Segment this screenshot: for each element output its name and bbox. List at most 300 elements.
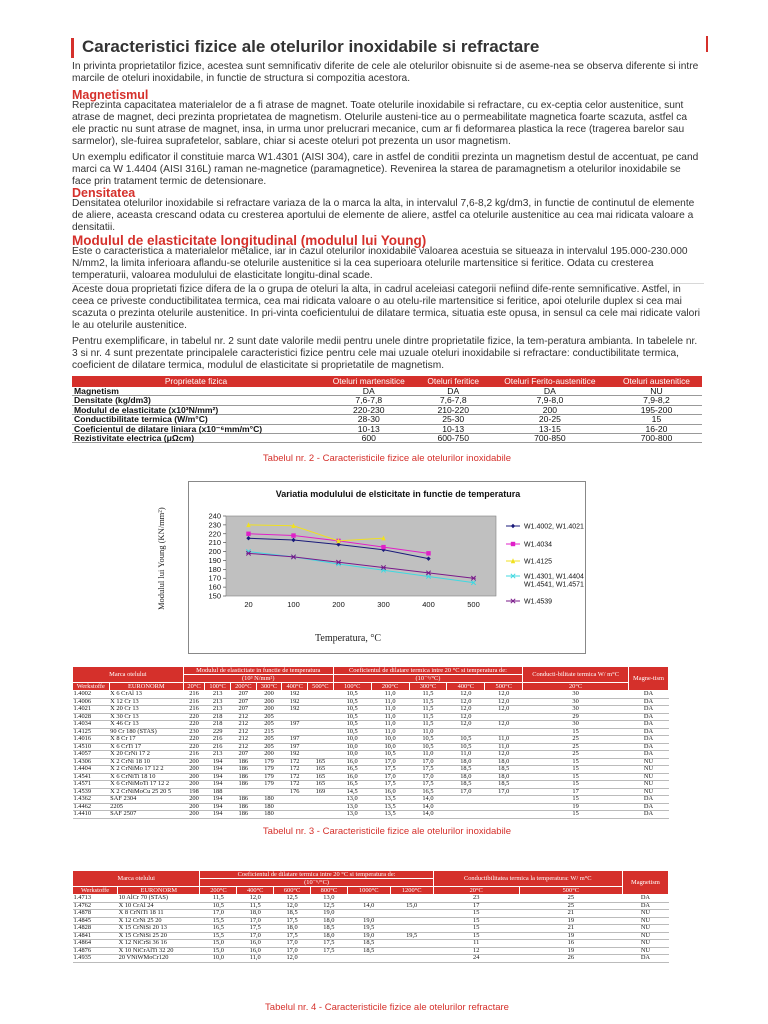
t3-modul-unit: (10³ N/mm²) [183, 675, 333, 683]
werkstoff-cell: 1.4762 [73, 902, 118, 910]
page-title: Caracteristici fizice ale otelurilor inoxidabile si refractare [82, 37, 540, 56]
value-cell: 12,0 [485, 721, 523, 729]
value-cell: 16,5 [333, 781, 371, 789]
werkstoff-cell: 1.4028 [73, 713, 110, 721]
value-cell: 18,0 [274, 925, 311, 933]
t2-header: Proprietate fizica [72, 376, 320, 387]
value-cell [347, 910, 390, 918]
value-cell: NU [622, 932, 668, 940]
data-point [291, 533, 295, 537]
value-cell [310, 955, 347, 963]
x-tick-label: 200 [332, 600, 345, 609]
x-tick-label: 100 [287, 600, 300, 609]
legend-label: W1.4034 [524, 541, 553, 549]
col-subheader: 20°C [433, 887, 519, 895]
value-cell: 11,0 [485, 743, 523, 751]
data-point [426, 551, 430, 555]
t2-cell: 220-230 [320, 405, 418, 414]
table-4-caption: Tabelul nr. 4 - Caracteristicile fizice ale otelurilor refractare [265, 1002, 509, 1013]
value-cell: 207 [230, 691, 256, 699]
t3-coef-unit: (10⁻⁶/°C) [333, 675, 523, 683]
value-cell: 11,0 [371, 691, 409, 699]
t2-cell: 10-13 [320, 424, 418, 433]
value-cell: 186 [230, 773, 256, 781]
euronorm-cell: X 12 CrNi 25 20 [118, 917, 200, 925]
value-cell: 11,0 [409, 728, 447, 736]
value-cell: 220 [183, 743, 204, 751]
col-subheader: 500°C [485, 683, 523, 691]
col-subheader: 400°C [282, 683, 308, 691]
t2-cell: 7,6-7,8 [320, 396, 418, 405]
euronorm-cell: X 6 CrAl 13 [109, 691, 183, 699]
t2-row-label: Magnetism [72, 387, 320, 396]
value-cell: 12,0 [447, 706, 485, 714]
werkstoff-cell: 1.4713 [73, 895, 118, 903]
x-tick-label: 300 [377, 600, 390, 609]
t2-cell: 600 [320, 434, 418, 443]
value-cell: NU [628, 766, 668, 774]
value-cell: 17,0 [237, 932, 274, 940]
col-subheader: EURONORM [118, 887, 200, 895]
value-cell: 165 [308, 781, 334, 789]
value-cell: NU [622, 947, 668, 955]
euronorm-cell: X 12 Cr 13 [109, 698, 183, 706]
werkstoff-cell: 1.4864 [73, 940, 118, 948]
value-cell: 10,0 [371, 743, 409, 751]
value-cell: 194 [205, 781, 231, 789]
value-cell: 200 [256, 698, 282, 706]
value-cell: 25 [523, 751, 629, 759]
value-cell: 14,0 [409, 811, 447, 819]
value-cell: 194 [205, 773, 231, 781]
legend-label: W1.4539 [524, 598, 553, 606]
magnetism-paragraph-2: Un exemplu edificator il constituie marca W1.4301 (AISI 304), care in astfel de conditii prezinta un magnetism destul de accentuat, pe cand marci ca W 1.4404 (AISI 316L) raman ne-magnetice (paramagnetice). Revenirea la starea de paramagnetism a otelurilor inoxidabile se face prin tratament termic de detensionare. [72, 152, 699, 187]
t2-cell: NU [611, 387, 702, 396]
value-cell: 12,0 [485, 751, 523, 759]
werkstoff-cell: 1.4362 [73, 796, 110, 804]
value-cell: NU [622, 917, 668, 925]
table-row [73, 925, 669, 933]
euronorm-cell: X 30 Cr 13 [109, 713, 183, 721]
value-cell: 17,0 [274, 940, 311, 948]
werkstoff-cell: 1.4935 [73, 955, 118, 963]
col-subheader: 600°C [274, 887, 311, 895]
col-subheader: 300°C [409, 683, 447, 691]
value-cell: 11,0 [485, 736, 523, 744]
value-cell: 15,0 [200, 940, 237, 948]
value-cell: 172 [282, 758, 308, 766]
value-cell: 15 [523, 758, 629, 766]
value-cell: NU [628, 781, 668, 789]
value-cell: 12 [433, 947, 519, 955]
werkstoff-cell: 1.4541 [73, 773, 110, 781]
euronorm-cell: SAF 2304 [109, 796, 183, 804]
value-cell [308, 691, 334, 699]
value-cell: 212 [230, 713, 256, 721]
value-cell: DA [628, 736, 668, 744]
werkstoff-cell: 1.4006 [73, 698, 110, 706]
value-cell: 18,5 [447, 766, 485, 774]
value-cell [347, 895, 390, 903]
value-cell: 179 [256, 758, 282, 766]
t2-cell: 7,6-7,8 [418, 396, 489, 405]
t2-row-label: Modulul de elasticitate (x10³N/mm²) [72, 405, 320, 414]
value-cell: 15 [523, 773, 629, 781]
col-subheader: 1000°C [347, 887, 390, 895]
value-cell: 15 [433, 910, 519, 918]
table-row [73, 955, 669, 963]
value-cell [485, 811, 523, 819]
t2-cell: 7,9-8,2 [611, 396, 702, 405]
werkstoff-cell: 1.4410 [73, 811, 110, 819]
table-row [73, 766, 669, 774]
value-cell: 17,5 [371, 766, 409, 774]
value-cell: 205 [256, 736, 282, 744]
value-cell: 205 [256, 743, 282, 751]
heading-density: Densitatea [72, 186, 136, 200]
table-row [73, 691, 669, 699]
table-row [72, 434, 702, 443]
value-cell: 16,5 [200, 925, 237, 933]
value-cell: NU [622, 940, 668, 948]
euronorm-cell: X 10 NiCrAlTi 32 20 [118, 947, 200, 955]
table-row [73, 721, 669, 729]
euronorm-cell: 2205 [109, 803, 183, 811]
t4-group-marca: Marca otelului [73, 871, 200, 887]
euronorm-cell: SAF 2507 [109, 811, 183, 819]
value-cell: 17,5 [409, 766, 447, 774]
value-cell: 11,5 [409, 691, 447, 699]
t2-body [72, 387, 702, 443]
table-3 [72, 666, 669, 819]
value-cell [308, 706, 334, 714]
value-cell: 18,5 [274, 910, 311, 918]
euronorm-cell: X 6 CrNiTi 18 10 [109, 773, 183, 781]
legend-label: W1.4125 [524, 558, 553, 566]
value-cell: 17 [433, 902, 519, 910]
value-cell: 11,0 [371, 713, 409, 721]
t2-row-label: Densitate (kg/dm3) [72, 396, 320, 405]
value-cell [447, 811, 485, 819]
value-cell: 200 [183, 758, 204, 766]
value-cell: 19 [519, 932, 622, 940]
werkstoff-cell: 1.4462 [73, 803, 110, 811]
value-cell: 10,5 [333, 728, 371, 736]
value-cell: 10,5 [333, 698, 371, 706]
value-cell: 17 [523, 788, 629, 796]
value-cell: 25 [523, 736, 629, 744]
value-cell [390, 910, 433, 918]
t3-group-cond: Conducti-bilitate termica W/ m°C [523, 667, 629, 683]
heading-young-modulus: Modulul de elasticitate longitudinal (modulul lui Young) [72, 233, 427, 248]
t2-cell: 13-15 [489, 424, 611, 433]
value-cell [308, 713, 334, 721]
t2-cell: DA [489, 387, 611, 396]
value-cell: 19 [523, 803, 629, 811]
value-cell: 16,0 [333, 773, 371, 781]
data-point [246, 532, 250, 536]
value-cell: 218 [205, 713, 231, 721]
value-cell: 10,5 [447, 743, 485, 751]
euronorm-cell: X 15 CrNiSi 25 20 [118, 932, 200, 940]
value-cell: 19,0 [347, 932, 390, 940]
value-cell: 197 [282, 743, 308, 751]
value-cell: 200 [256, 691, 282, 699]
value-cell [485, 803, 523, 811]
werkstoff-cell: 1.4002 [73, 691, 110, 699]
value-cell: 11,0 [371, 706, 409, 714]
value-cell [308, 728, 334, 736]
young-paragraph-2: Aceste doua proprietati fizice difera de la o grupa de oteluri la alta, in cadrul aceleiasi categorii nefiind dife-rente semnificative. Astfel, in ceea ce priveste conductibilitatea termica, cea mai ridicata valoare o au otelu-rile martensitice si feritice, apoi otelurile duplex si cea mai scazuta o prezinta otelurile austenitice. In pri-vinta coeficientului de dilatare termica, situatia este opusa, in sensul ca cele mai ridicate valori le au otelurile austenitice. [72, 284, 700, 331]
value-cell: 13,5 [371, 811, 409, 819]
werkstoff-cell: 1.4510 [73, 743, 110, 751]
value-cell: 13,0 [333, 811, 371, 819]
euronorm-cell: X 2 CrNi 18 10 [109, 758, 183, 766]
col-subheader: 500°C [308, 683, 334, 691]
table-3-caption: Tabelul nr. 3 - Caracteristicile fizice ale otelurilor inoxidabile [262, 826, 512, 837]
value-cell: DA [628, 698, 668, 706]
col-subheader: EURONORM [109, 683, 183, 691]
value-cell: 213 [205, 751, 231, 759]
value-cell: 16,0 [237, 947, 274, 955]
col-subheader: 500°C [519, 887, 622, 895]
value-cell: 12,0 [447, 691, 485, 699]
value-cell: 18,5 [485, 781, 523, 789]
density-paragraph: Densitatea otelurilor inoxidabile si refractare variaza de la o marca la alta, in intervalul 7,6-8,2 kg/dm3, in functie de continutul de elemente de aliere, aceasta crescand odata cu cresterea aportului de elemente de aliere, astfel ca otelurile austenitice au cea mai ridicata valoare a densitatii. [72, 198, 695, 233]
y-tick-label: 150 [208, 591, 221, 601]
werkstoff-cell: 1.4878 [73, 910, 118, 918]
werkstoff-cell: 1.4539 [73, 788, 110, 796]
t4-group-cond: Conductibilitatea termica la temperatura: W/ m°C [433, 871, 622, 887]
value-cell: 18,5 [347, 940, 390, 948]
value-cell: NU [622, 910, 668, 918]
value-cell: 165 [308, 773, 334, 781]
col-subheader: 100°C [333, 683, 371, 691]
table-row [73, 743, 669, 751]
value-cell: 11,5 [237, 902, 274, 910]
werkstoff-cell: 1.4845 [73, 917, 118, 925]
value-cell: 229 [205, 728, 231, 736]
euronorm-cell: X 20 Cr 13 [109, 706, 183, 714]
col-subheader: 400°C [237, 887, 274, 895]
t2-cell: 600-750 [418, 434, 489, 443]
value-cell: 30 [523, 691, 629, 699]
t2-header: Oteluri feritice [418, 376, 489, 387]
value-cell: 176 [282, 788, 308, 796]
col-subheader: 200°C [200, 887, 237, 895]
col-subheader: 800°C [310, 887, 347, 895]
value-cell: 220 [183, 721, 204, 729]
value-cell: 15,5 [200, 917, 237, 925]
t3-group-mag: Magne-tism [628, 667, 668, 691]
value-cell: 18,0 [485, 773, 523, 781]
value-cell: 180 [256, 811, 282, 819]
value-cell [390, 925, 433, 933]
value-cell [308, 803, 334, 811]
value-cell: 179 [256, 766, 282, 774]
werkstoff-cell: 1.4404 [73, 766, 110, 774]
t2-cell: 28-30 [320, 415, 418, 424]
chart-ylabel: Modulul lui Young (KN/mm²) [156, 507, 166, 610]
table-2-caption: Tabelul nr. 2 - Caracteristicile fizice ale otelurilor inoxidabile [262, 453, 512, 464]
t2-header: Oteluri martensitice [320, 376, 418, 387]
value-cell: 11,5 [409, 706, 447, 714]
y-tick-label: 210 [208, 538, 221, 548]
value-cell: 17,5 [409, 781, 447, 789]
euronorm-cell: X 20 CrNi 17 2 [109, 751, 183, 759]
t2-cell: 200 [489, 405, 611, 414]
value-cell: 17,0 [371, 758, 409, 766]
value-cell: 17,0 [409, 758, 447, 766]
col-subheader: 20°C [523, 683, 629, 691]
table-row [73, 796, 669, 804]
value-cell: 218 [205, 721, 231, 729]
value-cell: 13,5 [371, 796, 409, 804]
t4-coef-unit: (10⁻⁶/°C) [200, 879, 433, 887]
value-cell: 14,5 [333, 788, 371, 796]
value-cell: 216 [183, 691, 204, 699]
werkstoff-cell: 1.4306 [73, 758, 110, 766]
value-cell [308, 796, 334, 804]
value-cell: 18,0 [447, 773, 485, 781]
table-row [73, 910, 669, 918]
value-cell: 10,5 [333, 706, 371, 714]
euronorm-cell: 20 VNiWMoCr120 [118, 955, 200, 963]
t2-cell: 10-13 [418, 424, 489, 433]
value-cell: 197 [282, 736, 308, 744]
value-cell: 197 [282, 721, 308, 729]
t2-cell: 25-30 [418, 415, 489, 424]
table-row [72, 396, 702, 405]
euronorm-cell: 10 AlCr 70 (STAS) [118, 895, 200, 903]
value-cell: 172 [282, 781, 308, 789]
value-cell [390, 895, 433, 903]
value-cell: 200 [183, 781, 204, 789]
value-cell: 230 [183, 728, 204, 736]
value-cell: 15 [523, 781, 629, 789]
value-cell: 200 [256, 706, 282, 714]
col-subheader: 20°C [183, 683, 204, 691]
value-cell: 17,5 [310, 947, 347, 955]
value-cell: 186 [230, 758, 256, 766]
value-cell: 11,0 [409, 751, 447, 759]
col-subheader: 300°C [256, 683, 282, 691]
table-row [73, 803, 669, 811]
value-cell: 13,0 [310, 895, 347, 903]
t2-cell: DA [320, 387, 418, 396]
chart-title: Variatia modulului de elsticitate in functie de temperatura [275, 489, 521, 499]
value-cell [308, 721, 334, 729]
value-cell: 14,0 [347, 902, 390, 910]
value-cell: 19,0 [347, 917, 390, 925]
t2-cell: 15 [611, 415, 702, 424]
t2-cell: DA [418, 387, 489, 396]
value-cell: 212 [230, 721, 256, 729]
value-cell: 18,0 [310, 917, 347, 925]
value-cell [447, 803, 485, 811]
value-cell [390, 917, 433, 925]
value-cell: 25 [519, 895, 622, 903]
value-cell: 192 [282, 751, 308, 759]
value-cell: 13,0 [333, 803, 371, 811]
werkstoff-cell: 1.4057 [73, 751, 110, 759]
value-cell: 10,0 [200, 955, 237, 963]
data-point [511, 524, 515, 528]
value-cell: 207 [230, 751, 256, 759]
magnetism-paragraph-1: Reprezinta capacitatea materialelor de a fi atrase de magnet. Toate otelurile inoxidabile si refractare, cu ex-ceptia celor austenitice, sunt atrase de magnet, deci prezinta proprietatea de magnetism. Otelurile austeni-tice au o permeabilitate magnetica foarte scazuta, astfel ca ele practic nu sunt atrase de magnet, insa, in urma unor prelucrari mecanice, cum ar fi deformarea plastica la rece (tragerea barelor sau sarmelor), sle-fuirea suprafetelor, sablare, chiar si aceste oteluri pot prezenta un usor magnetism. [72, 100, 687, 147]
chart-xlabel: Temperatura, °C [314, 633, 382, 644]
table-row [73, 811, 669, 819]
heading-magnetism: Magnetismul [72, 88, 149, 102]
intro-paragraph: In privinta proprietatilor fizice, acestea sunt semnificativ diferite de cele ale otelurilor obisnuite si de aseme-nea se observa diferente si intre marcile de oteluri inoxidabile, in functie de structura si compozitia acestora. [72, 61, 699, 84]
value-cell: 18,0 [310, 932, 347, 940]
value-cell: 10,5 [409, 736, 447, 744]
table-4 [72, 870, 669, 963]
value-cell: 25 [523, 743, 629, 751]
value-cell: 15 [523, 766, 629, 774]
value-cell: 212 [230, 736, 256, 744]
col-subheader: 200°C [371, 683, 409, 691]
value-cell: 25 [519, 902, 622, 910]
value-cell: 215 [256, 728, 282, 736]
col-subheader: 100°C [205, 683, 231, 691]
value-cell: 17,0 [237, 917, 274, 925]
value-cell: 198 [183, 788, 204, 796]
value-cell: 16,0 [333, 758, 371, 766]
value-cell: DA [622, 955, 668, 963]
value-cell: 26 [519, 955, 622, 963]
value-cell: 18,0 [237, 910, 274, 918]
value-cell: 11,5 [409, 721, 447, 729]
value-cell: 17,5 [274, 932, 311, 940]
table-row [73, 706, 669, 714]
t2-row-label: Rezistivitate electrica (μΩcm) [72, 434, 320, 443]
value-cell: 11,0 [447, 751, 485, 759]
value-cell: 18,5 [485, 766, 523, 774]
value-cell: 165 [308, 758, 334, 766]
value-cell: 186 [230, 781, 256, 789]
werkstoff-cell: 1.4034 [73, 721, 110, 729]
t4-group-mag: Magnetism [622, 871, 668, 895]
value-cell: 186 [230, 811, 256, 819]
y-tick-label: 160 [208, 582, 221, 592]
value-cell: 200 [183, 796, 204, 804]
value-cell: 19,5 [347, 925, 390, 933]
value-cell: DA [628, 706, 668, 714]
value-cell: DA [628, 713, 668, 721]
value-cell: DA [622, 895, 668, 903]
col-subheader: 400°C [447, 683, 485, 691]
data-point [511, 542, 515, 546]
table-row [73, 751, 669, 759]
col-subheader: 200°C [230, 683, 256, 691]
value-cell: 212 [230, 728, 256, 736]
value-cell: 10,5 [333, 713, 371, 721]
value-cell: 17,0 [485, 788, 523, 796]
value-cell: 10,5 [333, 721, 371, 729]
value-cell: 207 [230, 706, 256, 714]
value-cell: 17,0 [200, 910, 237, 918]
value-cell: NU [622, 925, 668, 933]
value-cell: 12,0 [447, 713, 485, 721]
euronorm-cell: X 46 Cr 13 [109, 721, 183, 729]
euronorm-cell: X 2 CrNiMo 17 12 2 [109, 766, 183, 774]
value-cell: 15,0 [390, 902, 433, 910]
value-cell: DA [622, 902, 668, 910]
value-cell: 200 [183, 766, 204, 774]
value-cell: 15 [433, 932, 519, 940]
value-cell: 15,0 [200, 947, 237, 955]
